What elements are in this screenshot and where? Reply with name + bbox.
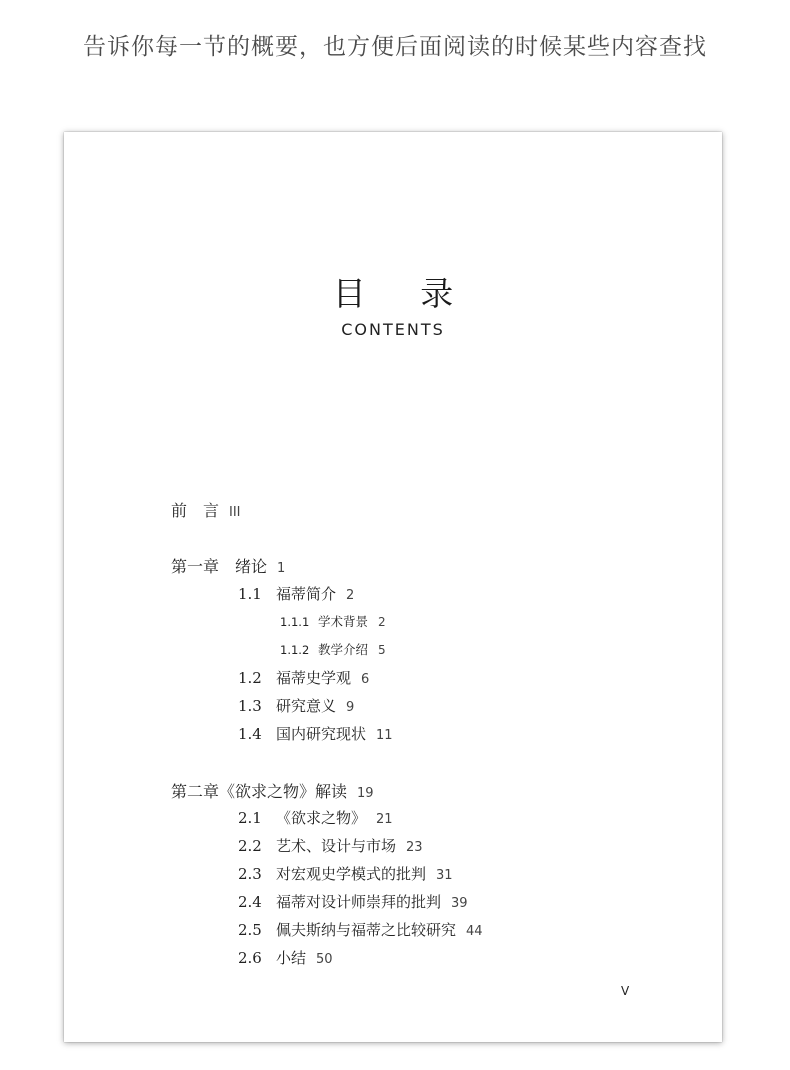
toc-entry-page: 6: [361, 672, 370, 687]
caption-text: 告诉你每一节的概要，也方便后面阅读的时候某些内容查找: [83, 34, 707, 60]
toc-entry-page: 5: [378, 643, 386, 657]
toc-title: 目 录: [332, 274, 476, 313]
toc-entry-label: 福蒂简介: [276, 585, 337, 603]
toc-entry-section: [238, 919, 483, 940]
toc-entry-label: 小结: [276, 949, 307, 967]
toc-entry-label: 第二章《欲求之物》解读: [171, 782, 348, 801]
toc-entry-page: 9: [346, 700, 355, 715]
toc-entry-number: 1.1: [238, 585, 262, 603]
toc-entry-section: [238, 863, 453, 884]
toc-entry-page: 11: [376, 728, 393, 743]
toc-entry-section: [238, 723, 393, 744]
toc-entry-label: 研究意义: [276, 697, 337, 715]
toc-entry-page: 2: [346, 588, 355, 603]
toc-entry-label: 佩夫斯纳与福蒂之比较研究: [276, 921, 457, 939]
toc-entry-section: [238, 667, 369, 688]
toc-entry-number: 1.3: [238, 697, 262, 715]
toc-entry-number: 2.4: [238, 893, 262, 911]
toc-entry-number: 2.5: [238, 921, 262, 939]
toc-entry-chapter2: [171, 779, 374, 802]
toc-entry-page: 1: [277, 561, 286, 576]
toc-entry-label: 第一章 绪论: [171, 557, 268, 576]
toc-entry-section: [238, 583, 354, 604]
toc-entry-number: 2.6: [238, 949, 262, 967]
toc-entry-preface: [171, 498, 241, 521]
toc-entry-section: [238, 891, 468, 912]
toc-entry-page: 19: [357, 786, 374, 801]
toc-entry-number: 1.1.1: [280, 615, 310, 629]
toc-entry-number: 2.1: [238, 809, 262, 827]
toc-entry-label: 《欲求之物》: [276, 809, 367, 827]
toc-entry-number: 1.1.2: [280, 643, 310, 657]
toc-entry-number: 2.3: [238, 865, 262, 883]
toc-entry-subsection: [280, 640, 386, 658]
toc-entry-page: 44: [466, 924, 483, 939]
toc-entry-label: 前 言: [171, 501, 220, 520]
toc-entry-number: 1.2: [238, 669, 262, 687]
toc-entry-section: [238, 947, 333, 968]
toc-entry-section: [238, 835, 423, 856]
toc-entry-label: 福蒂对设计师崇拜的批判: [276, 893, 442, 911]
toc-entry-section: [238, 807, 393, 828]
toc-entry-number: 1.4: [238, 725, 262, 743]
toc-entry-label: 福蒂史学观: [276, 669, 352, 687]
toc-entry-label: 国内研究现状: [276, 725, 367, 743]
toc-entry-page: 23: [406, 840, 423, 855]
toc-entry-page: 21: [376, 812, 393, 827]
toc-entry-subsection: [280, 612, 386, 630]
toc-entry-chapter1: [171, 554, 285, 577]
toc-entry-number: 2.2: [238, 837, 262, 855]
toc-entry-label: 对宏观史学模式的批判: [276, 865, 427, 883]
page-number: V: [621, 984, 630, 998]
toc-entry-page: 50: [316, 952, 333, 967]
toc-entry-page: 31: [436, 868, 453, 883]
toc-entry-page: 2: [378, 615, 386, 629]
toc-entry-label: 教学介绍: [318, 642, 369, 657]
toc-entry-section: [238, 695, 354, 716]
book-page: [64, 132, 722, 1042]
toc-entry-label: 艺术、设计与市场: [276, 837, 397, 855]
toc-subtitle: CONTENTS: [341, 320, 445, 339]
toc-entry-page: 39: [451, 896, 468, 911]
toc-entry-label: 学术背景: [318, 614, 369, 629]
toc-entry-page: III: [229, 505, 241, 520]
